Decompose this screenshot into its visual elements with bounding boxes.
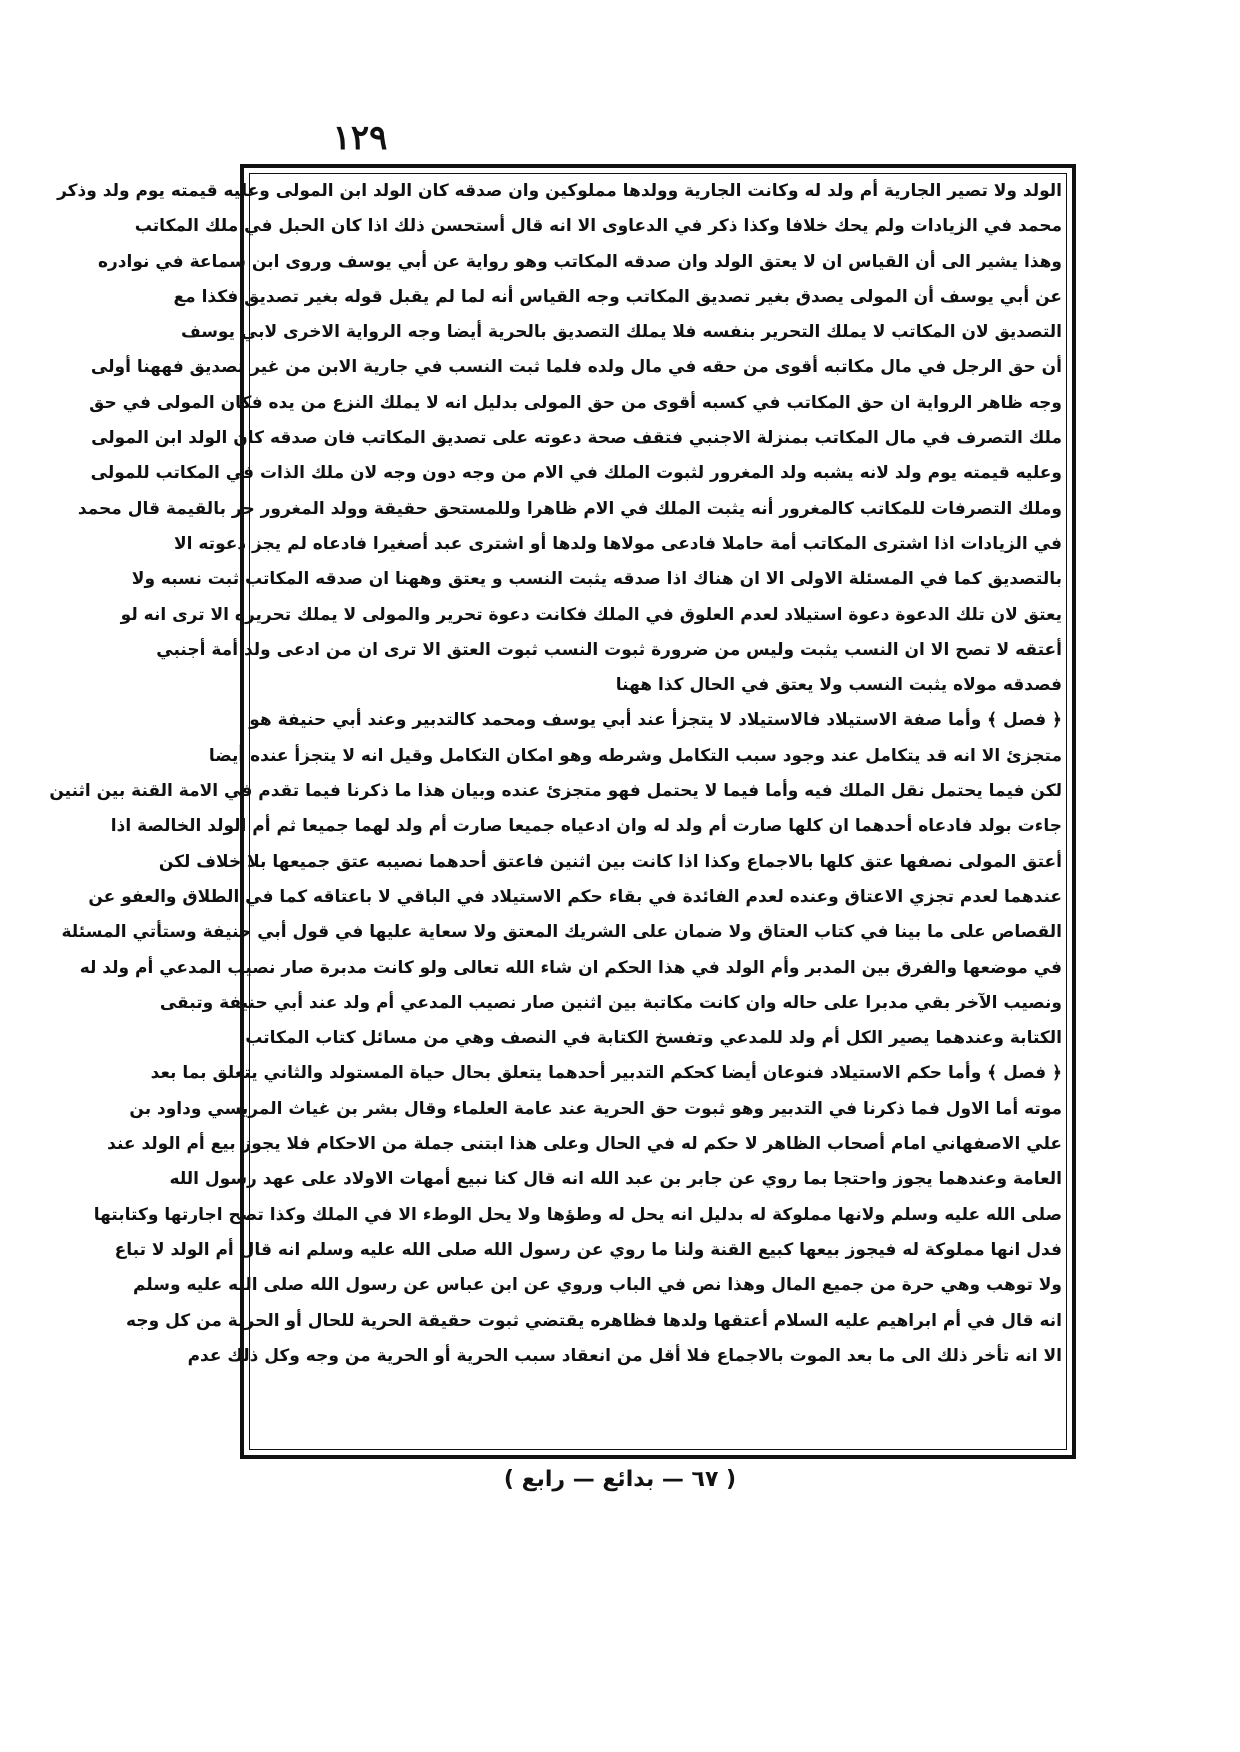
text-line: ولا توهب وهي حرة من جميع المال وهذا نص في الباب وروي عن ابن عباس عن رسول الله صلى الله عليه وسلم <box>132 1275 1062 1296</box>
text-line: أن حق الرجل في مال مكاتبه أقوى من حقه في مال ولده فلما ثبت النسب في جارية الابن من غير تصديق فههنا أولى <box>90 357 1062 378</box>
text-line: فصدقه مولاه يثبت النسب ولا يعتق في الحال كذا ههنا <box>615 675 1062 696</box>
text-line: عندهما لعدم تجزي الاعتاق وعنده لعدم الفائدة في بقاء حكم الاستيلاد في الباقي لا باعتاقه كما في الطلاق والعفو عن <box>88 886 1062 907</box>
text-line: جاءت بولد فادعاه أحدهما ان كلها صارت أم ولد له وان ادعياه جميعا صارت أم ولد لهما جميعا ثم أم الولد الخالصة اذا <box>110 816 1062 837</box>
text-line: يعتق لان تلك الدعوة دعوة استيلاد لعدم العلوق في الملك فكانت دعوة تحرير والمولى لا يملك تحريره الا ترى انه لو <box>120 604 1062 625</box>
text-line: العامة وعندهما يجوز واحتجا بما روي عن جابر بن عبد الله انه قال كنا نبيع أمهات الاولاد على عهد رسول الله <box>169 1169 1062 1190</box>
text-line: ونصيب الآخر بقي مدبرا على حاله وان كانت مكاتبة بين اثنين صار نصيب المدعي أم ولد عند أبي حنيفة وتبقى <box>159 992 1062 1013</box>
body-text <box>49 174 1062 1452</box>
text-line: الكتابة وعندهما يصير الكل أم ولد للمدعي وتفسخ الكتابة في النصف وهي من مسائل كتاب المكاتب <box>245 1028 1062 1049</box>
text-line: الولد ولا تصير الجارية أم ولد له وكانت الجارية وولدها مملوكين وان صدقه كان الولد ابن المولى وعليه قيمته يوم ولد وذكر <box>57 181 1062 201</box>
page-number: ١٢٩ <box>332 118 388 158</box>
text-line: وجه ظاهر الرواية ان حق المكاتب في كسبه أقوى من حق المولى بدليل انه لا يملك النزع من يده فكان المولى في حق <box>89 392 1062 413</box>
text-line: بالتصديق كما في المسئلة الاولى الا ان هناك اذا صدقه يثبت النسب و يعتق وههنا ان صدقه المكاتب ثبت نسبه ولا <box>131 569 1062 590</box>
text-line: انه قال في أم ابراهيم عليه السلام أعتقها ولدها فظاهره يقتضي ثبوت حقيقة الحرية للحال أو الحرية من كل وجه <box>126 1310 1062 1331</box>
text-line: موته أما الاول فما ذكرنا في التدبير وهو ثبوت حق الحرية عند عامة العلماء وقال بشر بن غياث المريسي وداود بن <box>129 1098 1062 1119</box>
text-line: وملك التصرفات للمكاتب كالمغرور أنه يثبت الملك في الام ظاهرا وللمستحق حقيقة وولد المغرور حر بالقيمة قال محمد <box>77 498 1062 519</box>
text-line: وهذا يشير الى أن القياس ان لا يعتق الولد وان صدقه المكاتب وهو رواية عن أبي يوسف وروى ابن سماعة في نوادره <box>97 251 1062 272</box>
text-line: في موضعها والفرق بين المدبر وأم الولد في هذا الحكم ان شاء الله تعالى ولو كانت مدبرة صار نصيب المدعي أم ولد له <box>79 957 1062 978</box>
text-line: القصاص على ما بينا في كتاب العتاق ولا ضمان على الشريك المعتق ولا سعاية عليها في قول أبي حنيفة وستأتي المسئلة <box>61 922 1062 943</box>
text-line: وعليه قيمته يوم ولد لانه يشبه ولد المغرور لثبوت الملك في الام من وجه دون وجه لان ملك الذات في المكاتب للمولى <box>90 463 1062 484</box>
text-line: أعتق المولى نصفها عتق كلها بالاجماع وكذا اذا كانت بين اثنين فاعتق أحدهما نصيبه عتق جميعها بلا خلاف لكن <box>158 851 1062 872</box>
text-line: صلى الله عليه وسلم ولانها مملوكة له بدليل انه يحل له وطؤها ولا يحل الوطء الا في الملك وكذا تصح اجارتها وكتابتها <box>93 1204 1062 1225</box>
text-line: أعتقه لا تصح الا ان النسب يثبت وليس من ضرورة ثبوت النسب ثبوت العتق الا ترى ان من ادعى ولد أمة أجنبي <box>156 639 1062 660</box>
text-line: الا انه تأخر ذلك الى ما بعد الموت بالاجماع فلا أقل من انعقاد سبب الحرية أو الحرية من وجه وكل ذلك عدم <box>187 1345 1062 1366</box>
text-line: ﴿ فصل ﴾ وأما صفة الاستيلاد فالاستيلاد لا يتجزأ عند أبي يوسف ومحمد كالتدبير وعند أبي حنيفة هو <box>249 710 1062 731</box>
text-line: محمد في الزيادات ولم يحك خلافا وكذا ذكر في الدعاوى الا انه قال أستحسن ذلك اذا كان الحبل في ملك المكاتب <box>134 216 1062 237</box>
text-line: علي الاصفهاني امام أصحاب الظاهر لا حكم له في الحال وعلى هذا ابتنى جملة من الاحكام فلا يجوز بيع أم الولد عند <box>107 1134 1062 1155</box>
signature-line: ( ٦٧ — بدائع — رابع ) <box>503 1467 737 1492</box>
text-line: ملك التصرف في مال المكاتب بمنزلة الاجنبي فتقف صحة دعوته على تصديق المكاتب فان صدقه كان الولد ابن المولى <box>91 428 1062 449</box>
text-line: عن أبي يوسف أن المولى يصدق بغير تصديق المكاتب وجه القياس أنه لما لم يقبل قوله بغير تصديق فكذا مع <box>173 286 1062 307</box>
text-line: متجزئ الا انه قد يتكامل عند وجود سبب التكامل وشرطه وهو امكان التكامل وقيل انه لا يتجزأ عنده أيضا <box>208 745 1062 766</box>
text-line: التصديق لان المكاتب لا يملك التحرير بنفسه فلا يملك التصديق بالحرية أيضا وجه الرواية الاخرى لابي يوسف <box>180 322 1062 343</box>
text-line: فدل انها مملوكة له فيجوز بيعها كبيع القنة ولنا ما روي عن رسول الله صلى الله عليه وسلم انه قال أم الولد لا تباع <box>114 1239 1062 1260</box>
text-line: في الزيادات اذا اشترى المكاتب أمة حاملا فادعى مولاها ولدها أو اشترى عبد أصغيرا فادعاه لم يجز دعوته الا <box>173 533 1062 554</box>
text-line: لكن فيما يحتمل نقل الملك فيه وأما فيما لا يحتمل فهو متجزئ عنده وبيان هذا ما ذكرنا فيما تقدم في الامة القنة بين اثنين <box>49 781 1062 802</box>
text-line: ﴿ فصل ﴾ وأما حكم الاستيلاد فنوعان أيضا كحكم التدبير أحدهما يتعلق بحال حياة المستولد والثاني يتعلق بما بعد <box>150 1063 1062 1084</box>
